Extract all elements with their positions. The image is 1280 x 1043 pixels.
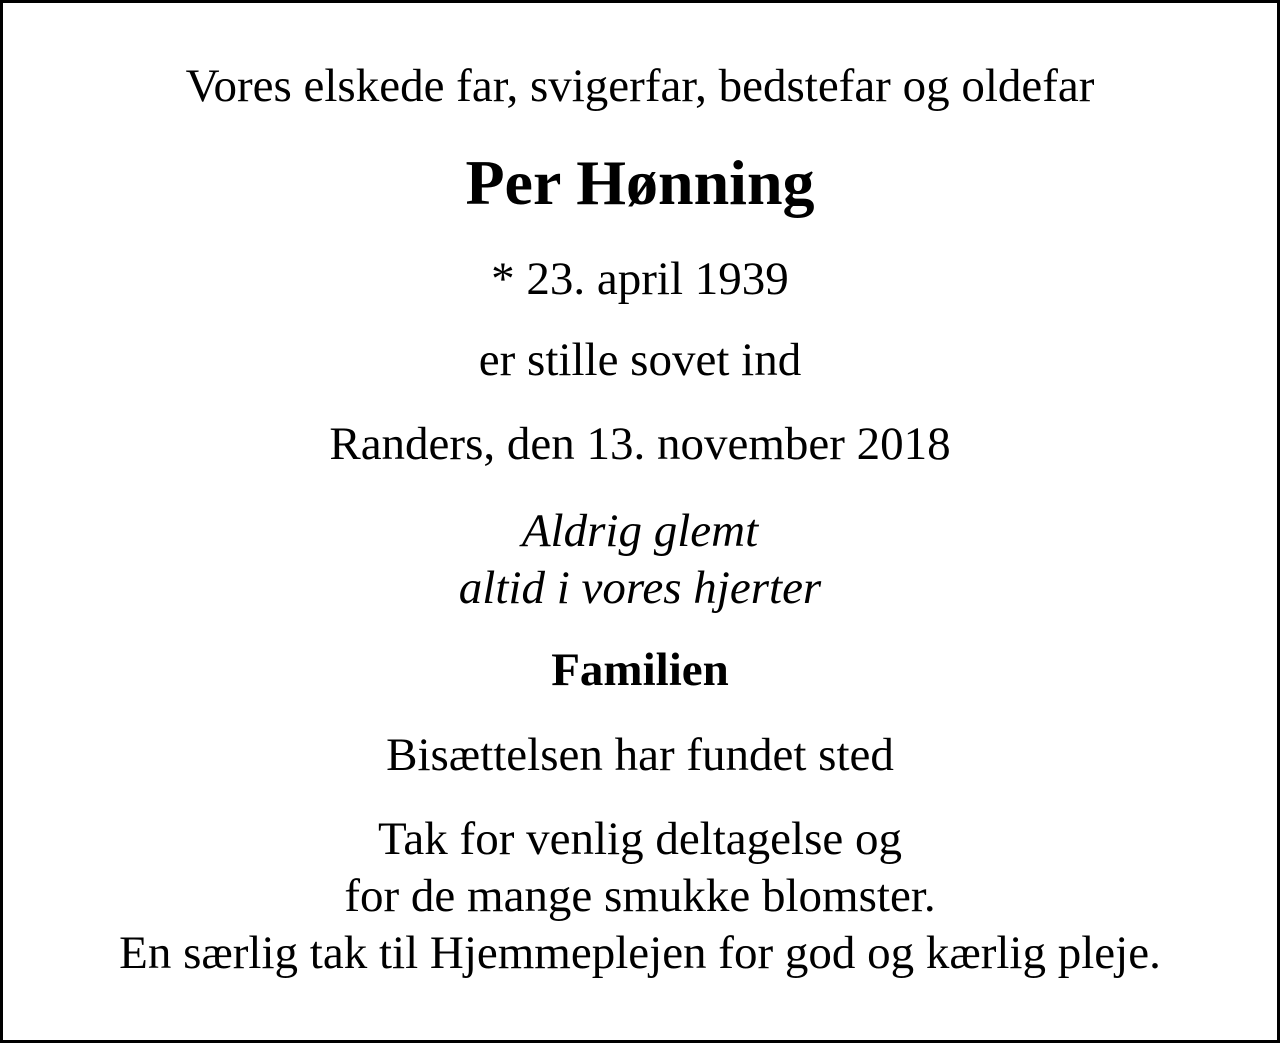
thanks-line-3: En særlig tak til Hjemmeplejen for god og kærlig pleje. — [119, 927, 1161, 979]
birth-date: * 23. april 1939 — [491, 253, 789, 305]
thanks-line-2: for de mange smukke blomster. — [344, 870, 936, 922]
passed-away-text: er stille sovet ind — [478, 334, 802, 386]
intro-line: Vores elskede far, svigerfar, bedstefar og oldefar — [185, 60, 1095, 112]
deceased-name: Per Hønning — [465, 147, 815, 218]
verse-line-2: altid i vores hjerter — [458, 562, 822, 614]
thanks-line-1: Tak for venlig deltagelse og — [378, 813, 902, 865]
funeral-info: Bisættelsen har fundet sted — [386, 729, 894, 781]
place-and-date: Randers, den 13. november 2018 — [329, 418, 951, 470]
verse-line-1: Aldrig glemt — [521, 505, 759, 557]
signed-by: Familien — [551, 644, 729, 696]
